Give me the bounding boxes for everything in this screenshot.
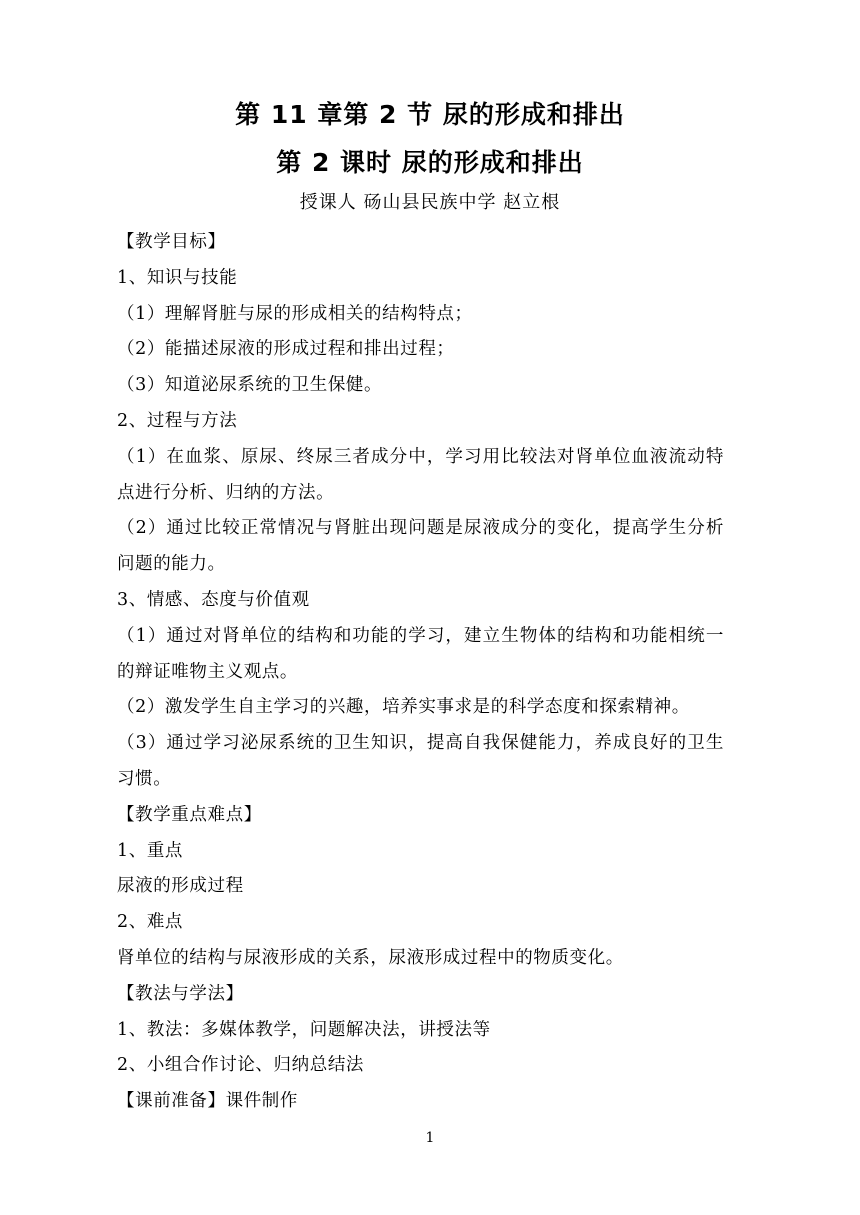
paragraph-line: 点进行分析、归纳的方法。 [117, 482, 335, 503]
page-number: 1 [425, 1130, 435, 1146]
subheading-attitude-values: 3、情感、态度与价值观 [117, 589, 310, 610]
list-item: （2）能描述尿液的形成过程和排出过程； [117, 339, 455, 360]
paragraph-line: 习惯。 [117, 768, 172, 789]
list-item: 2、小组合作讨论、归纳总结法 [117, 1055, 365, 1076]
paragraph-line: 尿液的形成过程 [117, 876, 244, 897]
document-body [117, 225, 777, 1120]
paragraph-line: （1）通过对肾单位的结构和功能的学习，建立生物体的结构和功能相统一 [117, 625, 725, 646]
document-title: 第 11 章第 2 节 尿的形成和排出 [235, 100, 625, 129]
section-heading-methods: 【教法与学法】 [117, 983, 244, 1004]
list-item: （3）知道泌尿系统的卫生保健。 [117, 375, 383, 396]
list-item: （1）理解肾脏与尿的形成相关的结构特点； [117, 303, 473, 324]
paragraph-line: （2）通过比较正常情况与肾脏出现问题是尿液成分的变化，提高学生分析 [117, 518, 725, 539]
section-heading-objectives: 【教学目标】 [117, 232, 226, 252]
list-item: 1、教法：多媒体教学，问题解决法，讲授法等 [117, 1019, 491, 1040]
paragraph-line: （3）通过学习泌尿系统的卫生知识，提高自我保健能力，养成良好的卫生 [117, 733, 725, 754]
paragraph-line: （2）激发学生自主学习的兴趣，培养实事求是的科学态度和探索精神。 [117, 697, 690, 718]
author-line: 授课人 砀山县民族中学 赵立根 [299, 192, 561, 213]
section-heading-preparation: 【课前准备】课件制作 [117, 1091, 298, 1112]
section-heading-key-points: 【教学重点难点】 [117, 804, 262, 825]
paragraph-line: （1）在血浆、原尿、终尿三者成分中，学习用比较法对肾单位血液流动特 [117, 446, 725, 467]
paragraph-line: 肾单位的结构与尿液形成的关系，尿液形成过程中的物质变化。 [117, 947, 624, 968]
paragraph-line: 的辩证唯物主义观点。 [117, 661, 298, 682]
subheading-knowledge-skills: 1、知识与技能 [117, 267, 238, 288]
subheading-process-methods: 2、过程与方法 [117, 410, 238, 431]
paragraph-line: 问题的能力。 [117, 554, 226, 575]
subheading-difficulty: 2、难点 [117, 912, 184, 933]
subheading-key: 1、重点 [117, 840, 184, 861]
lesson-subtitle: 第 2 课时 尿的形成和排出 [276, 148, 584, 177]
